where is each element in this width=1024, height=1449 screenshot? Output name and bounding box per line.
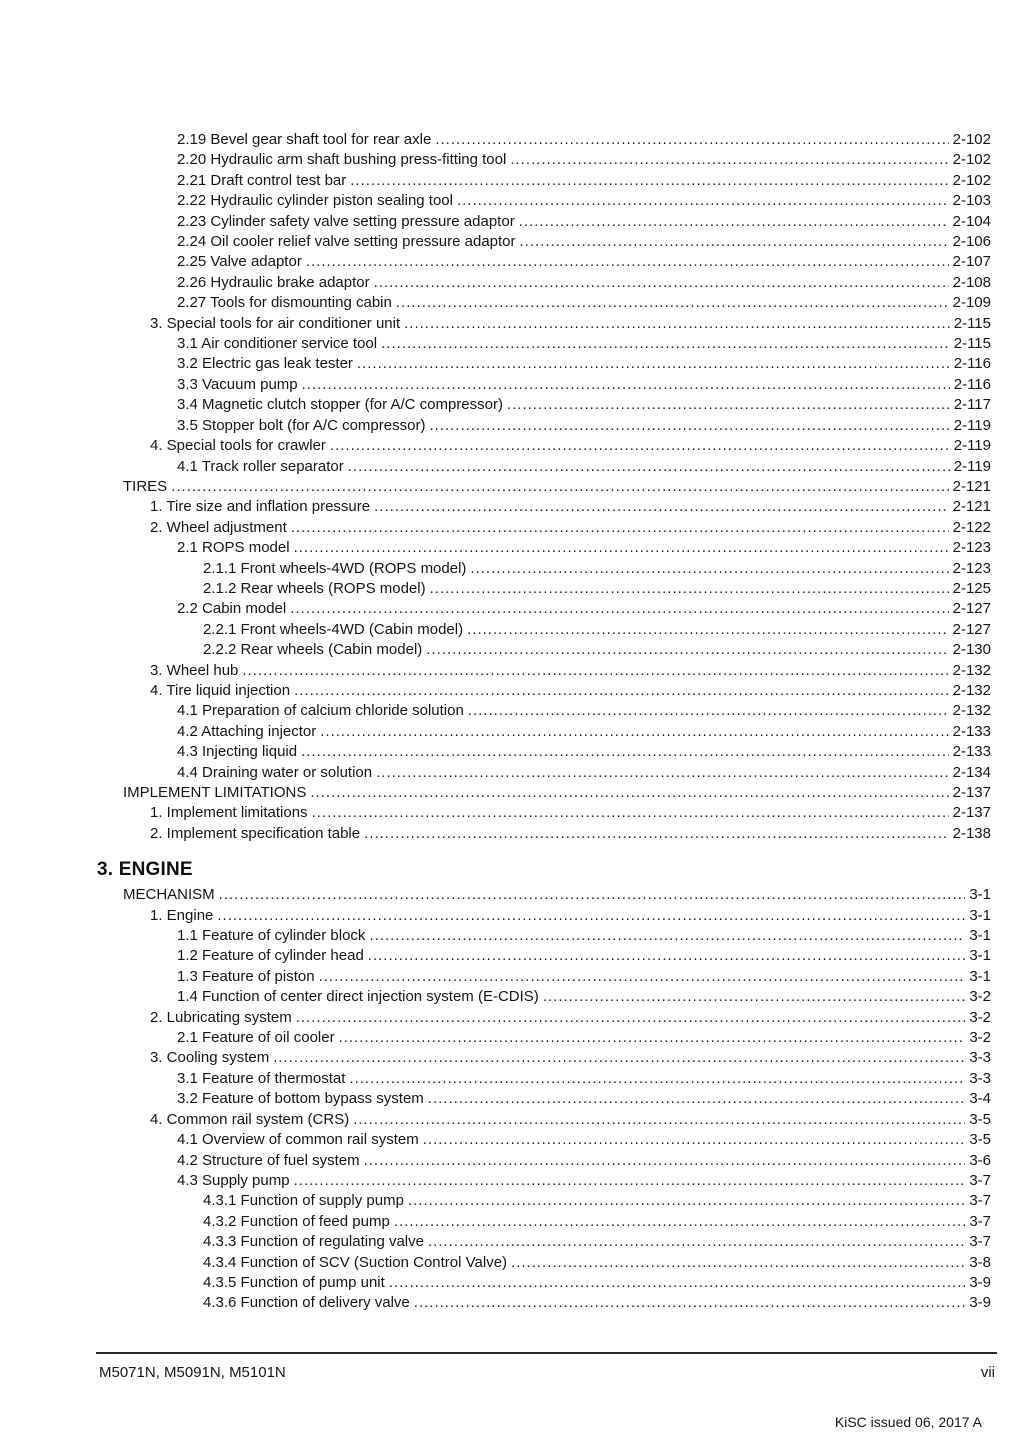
- toc-entry-label: 4.1 Overview of common rail system: [177, 1131, 419, 1149]
- table-of-contents: [97, 130, 991, 1314]
- toc-entry-label: 2.24 Oil cooler relief valve setting pressure adaptor: [177, 233, 516, 251]
- toc-entry: [97, 1212, 991, 1232]
- toc-entry-page: 2-102: [952, 171, 991, 189]
- toc-entry: [97, 579, 991, 599]
- toc-leader-dots: [364, 824, 949, 844]
- toc-entry-label: 1.1 Feature of cylinder block: [177, 927, 366, 945]
- toc-leader-dots: [291, 518, 949, 538]
- toc-entry-label: 2. Implement specification table: [150, 824, 361, 842]
- issue-note: KiSC issued 06, 2017 A: [834, 1414, 982, 1430]
- toc-entry-page: 2-119: [953, 457, 991, 475]
- toc-entry-page: 3-9: [969, 1273, 991, 1291]
- toc-entry-label: 2.19 Bevel gear shaft tool for rear axle: [177, 131, 432, 148]
- toc-entry: [97, 1089, 991, 1109]
- toc-leader-dots: [511, 1253, 965, 1273]
- toc-entry-page: 2-115: [953, 335, 991, 353]
- toc-leader-dots: [294, 1171, 966, 1191]
- toc-leader-dots: [519, 212, 949, 232]
- toc-entry: [97, 701, 991, 721]
- toc-entry-label: 4. Special tools for crawler: [150, 437, 326, 455]
- toc-entry-page: 2-123: [952, 559, 991, 577]
- toc-entry-label: 1. Engine: [150, 906, 214, 924]
- toc-entry-page: 3-6: [969, 1151, 991, 1169]
- toc-entry-page: 3-3: [969, 1049, 991, 1067]
- toc-entry: [97, 1232, 991, 1252]
- toc-leader-dots: [369, 926, 965, 946]
- toc-leader-dots: [306, 252, 949, 272]
- toc-entry-label: 1.2 Feature of cylinder head: [177, 947, 364, 965]
- toc-entry-label: 4.3.5 Function of pump unit: [203, 1273, 385, 1291]
- toc-entry-label: 2.1.1 Front wheels-4WD (ROPS model): [203, 559, 467, 577]
- toc-entry: [97, 661, 991, 681]
- toc-leader-dots: [294, 538, 949, 558]
- toc-leader-dots: [242, 661, 948, 681]
- toc-entry: [97, 191, 991, 211]
- toc-leader-dots: [429, 416, 949, 436]
- toc-entry-label: 4.3 Supply pump: [177, 1171, 290, 1189]
- toc-entry-label: 3.1 Air conditioner service tool: [177, 335, 378, 353]
- toc-entry: [97, 1008, 991, 1028]
- toc-entry-label: 4.1 Track roller separator: [177, 457, 344, 475]
- toc-leader-dots: [468, 701, 949, 721]
- toc-entry: [97, 354, 991, 374]
- toc-entry: [97, 885, 991, 905]
- toc-entry: [97, 1110, 991, 1130]
- toc-entry: [97, 293, 991, 313]
- toc-entry: [97, 763, 991, 783]
- toc-leader-dots: [423, 1130, 966, 1150]
- toc-entry-page: 2-133: [952, 743, 991, 761]
- toc-leader-dots: [543, 987, 966, 1007]
- toc-entry: [97, 1151, 991, 1171]
- toc-entry: [97, 1293, 991, 1313]
- toc-leader-dots: [467, 620, 949, 640]
- toc-entry: [97, 457, 991, 477]
- toc-leader-dots: [381, 334, 950, 354]
- toc-entry: [97, 906, 991, 926]
- toc-entry-page: 2-116: [953, 355, 991, 373]
- toc-entry-label: 2.2.2 Rear wheels (Cabin model): [203, 641, 423, 659]
- toc-entry-label: 1.3 Feature of piston: [177, 967, 315, 985]
- toc-entry-page: 2-102: [952, 151, 991, 169]
- toc-entry-page: 3-1: [969, 927, 991, 945]
- toc-leader-dots: [339, 1028, 966, 1048]
- toc-leader-dots: [394, 1212, 966, 1232]
- toc-entry-label: MECHANISM: [123, 886, 215, 904]
- toc-entry-label: 4.3.2 Function of feed pump: [203, 1212, 390, 1230]
- footer-model-numbers: M5071N, M5091N, M5101N: [99, 1364, 286, 1381]
- toc-entry-label: TIRES: [123, 477, 168, 495]
- toc-entry-page: 2-132: [952, 661, 991, 679]
- toc-leader-dots: [408, 1191, 965, 1211]
- toc-entry-label: 2.23 Cylinder safety valve setting pressure adaptor: [177, 212, 515, 230]
- toc-entry-label: 2.1 Feature of oil cooler: [177, 1029, 335, 1047]
- toc-entry-page: 2-127: [952, 620, 991, 638]
- toc-entry: [97, 681, 991, 701]
- toc-entry: [97, 946, 991, 966]
- toc-entry: [97, 130, 991, 150]
- toc-entry-page: 2-123: [952, 539, 991, 557]
- toc-entry: [97, 375, 991, 395]
- toc-entry: [97, 559, 991, 579]
- toc-leader-dots: [435, 130, 948, 150]
- toc-leader-dots: [353, 1110, 965, 1130]
- toc-entry-label: 1.4 Function of center direct injection system (E-CDIS): [177, 988, 539, 1006]
- toc-leader-dots: [404, 314, 950, 334]
- toc-entry-page: 2-115: [953, 314, 991, 332]
- toc-entry-label: 3. Cooling system: [150, 1049, 270, 1067]
- toc-entry-label: 2. Lubricating system: [150, 1008, 292, 1026]
- toc-leader-dots: [396, 293, 949, 313]
- toc-leader-dots: [364, 1151, 966, 1171]
- toc-leader-dots: [301, 742, 949, 762]
- toc-entry: [97, 926, 991, 946]
- toc-entry-label: 4.4 Draining water or solution: [177, 763, 373, 781]
- toc-entry: [97, 742, 991, 762]
- toc-entry-label: 2.22 Hydraulic cylinder piston sealing tool: [177, 192, 453, 210]
- toc-entry: [97, 252, 991, 272]
- toc-entry: [97, 171, 991, 191]
- toc-entry-page: 2-133: [952, 722, 991, 740]
- toc-entry-page: 3-8: [969, 1253, 991, 1271]
- toc-entry: [97, 987, 991, 1007]
- toc-entry-page: 2-125: [952, 579, 991, 597]
- toc-entry-page: 2-104: [952, 212, 991, 230]
- toc-entry: [97, 538, 991, 558]
- toc-leader-dots: [428, 1232, 965, 1252]
- toc-entry: [97, 273, 991, 293]
- toc-entry-label: 2.2 Cabin model: [177, 600, 287, 618]
- toc-entry-label: 4. Common rail system (CRS): [150, 1110, 350, 1128]
- toc-entry: [97, 1048, 991, 1068]
- toc-entry-page: 3-9: [969, 1294, 991, 1312]
- toc-entry-page: 2-119: [953, 437, 991, 455]
- toc-leader-dots: [357, 354, 950, 374]
- toc-entry: [97, 1273, 991, 1293]
- toc-leader-dots: [319, 967, 966, 987]
- toc-entry-page: 3-7: [969, 1212, 991, 1230]
- toc-entry: [97, 314, 991, 334]
- toc-entry-label: 4. Tire liquid injection: [150, 681, 291, 699]
- toc-entry-page: 2-117: [953, 396, 991, 414]
- toc-entry-page: 3-5: [969, 1110, 991, 1128]
- toc-entry: [97, 232, 991, 252]
- toc-entry: [97, 1191, 991, 1211]
- toc-entry-page: 3-1: [969, 886, 991, 904]
- toc-leader-dots: [349, 1069, 965, 1089]
- toc-leader-dots: [219, 885, 966, 905]
- toc-entry-label: 4.2 Structure of fuel system: [177, 1151, 360, 1169]
- toc-entry: [97, 783, 991, 803]
- toc-leader-dots: [470, 559, 948, 579]
- toc-entry: [97, 395, 991, 415]
- toc-entry-label: 2.20 Hydraulic arm shaft bushing press-fitting tool: [177, 151, 507, 169]
- toc-entry: [97, 150, 991, 170]
- toc-entry-page: 2-121: [952, 477, 991, 495]
- toc-leader-dots: [368, 946, 966, 966]
- toc-entry-label: 3.5 Stopper bolt (for A/C compressor): [177, 416, 426, 434]
- toc-entry: [97, 640, 991, 660]
- toc-leader-dots: [312, 803, 949, 823]
- toc-entry: [97, 334, 991, 354]
- toc-entry-page: 2-137: [952, 804, 991, 822]
- toc-entry-label: 3. Special tools for air conditioner unit: [150, 314, 401, 332]
- toc-leader-dots: [428, 1089, 966, 1109]
- toc-entry-label: 3.1 Feature of thermostat: [177, 1069, 346, 1087]
- toc-leader-dots: [171, 477, 948, 497]
- toc-leader-dots: [374, 497, 949, 517]
- section-heading: 3. ENGINE: [97, 859, 193, 881]
- footer: [99, 1364, 995, 1382]
- toc-entry-label: 2.26 Hydraulic brake adaptor: [177, 273, 370, 291]
- toc-entry-page: 2-107: [952, 253, 991, 271]
- toc-entry-label: 4.3.3 Function of regulating valve: [203, 1233, 424, 1251]
- toc-entry-page: 2-130: [952, 641, 991, 659]
- toc-leader-dots: [348, 457, 950, 477]
- toc-entry-page: 2-108: [952, 273, 991, 291]
- toc-entry-label: 4.3.4 Function of SCV (Suction Control Valve): [203, 1253, 508, 1271]
- toc-entry: [97, 477, 991, 497]
- toc-entry-label: 3.2 Feature of bottom bypass system: [177, 1090, 424, 1108]
- toc-leader-dots: [414, 1293, 966, 1313]
- toc-entry-label: 3.2 Electric gas leak tester: [177, 355, 353, 373]
- toc-entry-page: 2-122: [952, 518, 991, 536]
- toc-entry-page: 3-1: [969, 947, 991, 965]
- toc-entry-label: 2.21 Draft control test bar: [177, 171, 347, 189]
- toc-entry-page: 2-103: [952, 192, 991, 210]
- toc-leader-dots: [296, 1008, 966, 1028]
- toc-leader-dots: [426, 640, 948, 660]
- toc-leader-dots: [294, 681, 949, 701]
- toc-entry: [97, 518, 991, 538]
- toc-entry-label: 2.25 Valve adaptor: [177, 253, 302, 271]
- toc-leader-dots: [457, 191, 949, 211]
- toc-entry: [97, 1069, 991, 1089]
- toc-entry-page: 2-121: [952, 498, 991, 516]
- toc-entry-label: 4.3.1 Function of supply pump: [203, 1192, 404, 1210]
- toc-entry-label: 4.2 Attaching injector: [177, 722, 317, 740]
- toc-leader-dots: [376, 763, 949, 783]
- footer-rule: [96, 1352, 997, 1354]
- toc-entry-page: 3-2: [969, 988, 991, 1006]
- toc-leader-dots: [507, 395, 950, 415]
- toc-leader-dots: [330, 436, 950, 456]
- toc-entry-page: 2-106: [952, 233, 991, 251]
- toc-entry-page: 3-1: [969, 967, 991, 985]
- toc-entry-page: 3-7: [969, 1171, 991, 1189]
- toc-entry: [97, 416, 991, 436]
- toc-entry-page: 2-132: [952, 681, 991, 699]
- toc-leader-dots: [320, 722, 948, 742]
- toc-entry-label: 4.3 Injecting liquid: [177, 743, 298, 761]
- toc-entry-page: 3-5: [969, 1131, 991, 1149]
- toc-leader-dots: [273, 1048, 965, 1068]
- toc-entry-page: 2-137: [952, 784, 991, 801]
- toc-entry: [97, 599, 991, 619]
- toc-entry-label: 1. Tire size and inflation pressure: [150, 498, 371, 516]
- toc-entry: [97, 436, 991, 456]
- toc-entry: [97, 803, 991, 823]
- toc-entry-page: 2-138: [952, 824, 991, 842]
- toc-entry-page: 2-102: [952, 131, 991, 148]
- toc-entry-page: 2-134: [952, 763, 991, 781]
- toc-entry-label: 2. Wheel adjustment: [150, 518, 287, 536]
- toc-entry-label: 3. Wheel hub: [150, 661, 239, 679]
- toc-entry-label: 2.2.1 Front wheels-4WD (Cabin model): [203, 620, 464, 638]
- toc-leader-dots: [374, 273, 949, 293]
- toc-entry-page: 3-3: [969, 1069, 991, 1087]
- toc-entry-page: 2-132: [952, 702, 991, 720]
- toc-entry: [97, 1130, 991, 1150]
- toc-entry-page: 3-7: [969, 1233, 991, 1251]
- toc-entry-page: 2-119: [953, 416, 991, 434]
- toc-entry-label: 2.1 ROPS model: [177, 539, 290, 557]
- toc-leader-dots: [302, 375, 950, 395]
- toc-entry: [97, 722, 991, 742]
- toc-entry-label: IMPLEMENT LIMITATIONS: [123, 784, 307, 801]
- footer-page-number: vii: [980, 1364, 995, 1381]
- toc-entry: [97, 824, 991, 844]
- toc-entry-page: 2-116: [953, 375, 991, 393]
- toc-entry-label: 3.4 Magnetic clutch stopper (for A/C compressor): [177, 396, 503, 414]
- toc-leader-dots: [350, 171, 948, 191]
- toc-leader-dots: [290, 599, 948, 619]
- toc-entry: [97, 1028, 991, 1048]
- toc-entry-label: 2.1.2 Rear wheels (ROPS model): [203, 579, 426, 597]
- toc-leader-dots: [520, 232, 949, 252]
- toc-entry: [97, 212, 991, 232]
- toc-entry-label: 4.1 Preparation of calcium chloride solution: [177, 702, 464, 720]
- toc-entry: [97, 1253, 991, 1273]
- toc-entry-page: 2-109: [952, 294, 991, 312]
- toc-entry-label: 2.27 Tools for dismounting cabin: [177, 294, 392, 312]
- toc-entry-label: 3.3 Vacuum pump: [177, 375, 298, 393]
- toc-leader-dots: [510, 150, 948, 170]
- toc-entry-page: 2-127: [952, 600, 991, 618]
- toc-entry-page: 3-4: [969, 1090, 991, 1108]
- toc-entry: [97, 967, 991, 987]
- toc-entry-label: 4.3.6 Function of delivery valve: [203, 1294, 410, 1312]
- toc-entry-page: 3-2: [969, 1008, 991, 1026]
- toc-entry: [97, 497, 991, 517]
- toc-leader-dots: [389, 1273, 966, 1293]
- toc-leader-dots: [310, 783, 948, 803]
- toc-leader-dots: [430, 579, 949, 599]
- toc-entry: [97, 620, 991, 640]
- toc-entry-label: 1. Implement limitations: [150, 804, 308, 822]
- toc-entry-page: 3-7: [969, 1192, 991, 1210]
- toc-leader-dots: [217, 906, 965, 926]
- toc-entry-page: 3-2: [969, 1029, 991, 1047]
- toc-entry: [97, 1171, 991, 1191]
- toc-entry-page: 3-1: [969, 906, 991, 924]
